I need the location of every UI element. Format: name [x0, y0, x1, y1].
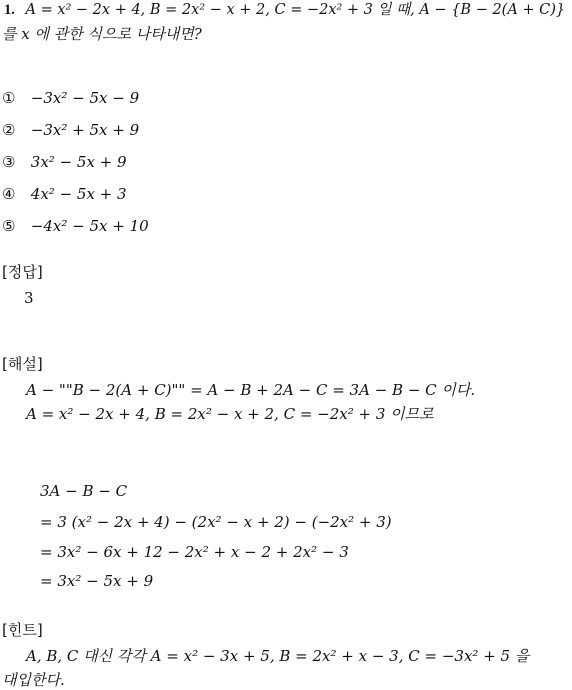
- choice-1-mark: ①: [2, 89, 16, 107]
- hint-header: [힌트]: [2, 621, 43, 639]
- choice-5-expr: −4x² − 5x + 10: [30, 217, 149, 235]
- hint-line-1: A, B, C 대신 각각 A = x² − 3x + 5, B = 2x² + x − 3, C = −3x² + 5 을: [26, 647, 530, 665]
- solution-step-4: = 3x² − 5x + 9: [40, 572, 154, 590]
- solution-step-1: 3A − B − C: [40, 482, 128, 500]
- answer-header: [정답]: [2, 263, 43, 281]
- choice-5[interactable]: [2, 216, 149, 236]
- choice-2[interactable]: [2, 120, 139, 140]
- choice-3-expr: 3x² − 5x + 9: [30, 153, 127, 171]
- choice-3[interactable]: [2, 152, 127, 172]
- solution-header: [해설]: [2, 355, 43, 373]
- choice-2-expr: −3x² + 5x + 9: [30, 121, 140, 139]
- choice-3-mark: ③: [2, 153, 16, 171]
- solution-line-2: A = x² − 2x + 4, B = 2x² − x + 2, C = −2x² + 3 이므로: [26, 405, 434, 423]
- choice-4-expr: 4x² − 5x + 3: [30, 185, 127, 203]
- question-line-1: [4, 0, 565, 20]
- solution-line-1: A − ""B − 2(A + C)"" = A − B + 2A − C = 3A − B − C 이다.: [26, 381, 476, 399]
- choice-1-expr: −3x² − 5x − 9: [30, 89, 140, 107]
- choice-4-mark: ④: [2, 185, 16, 203]
- question-number: 1.: [4, 2, 15, 18]
- choice-4[interactable]: [2, 184, 127, 204]
- hint-line-2: 대입한다.: [2, 671, 65, 689]
- solution-step-3: = 3x² − 6x + 12 − 2x² + x − 2 + 2x² − 3: [40, 543, 349, 561]
- solution-step-2: = 3 (x² − 2x + 4) − (2x² − x + 2) − (−2x² + 3): [40, 513, 392, 531]
- answer-value: 3: [24, 289, 34, 307]
- question-text-line-1: A = x² − 2x + 4, B = 2x² − x + 2, C = −2x² + 3 일 때, A − {B − 2(A + C)}: [25, 2, 566, 18]
- choice-2-mark: ②: [2, 121, 16, 139]
- choice-1[interactable]: [2, 88, 139, 108]
- question-text-line-2: 를 x 에 관한 식으로 나타내면?: [2, 25, 202, 43]
- choice-5-mark: ⑤: [2, 217, 16, 235]
